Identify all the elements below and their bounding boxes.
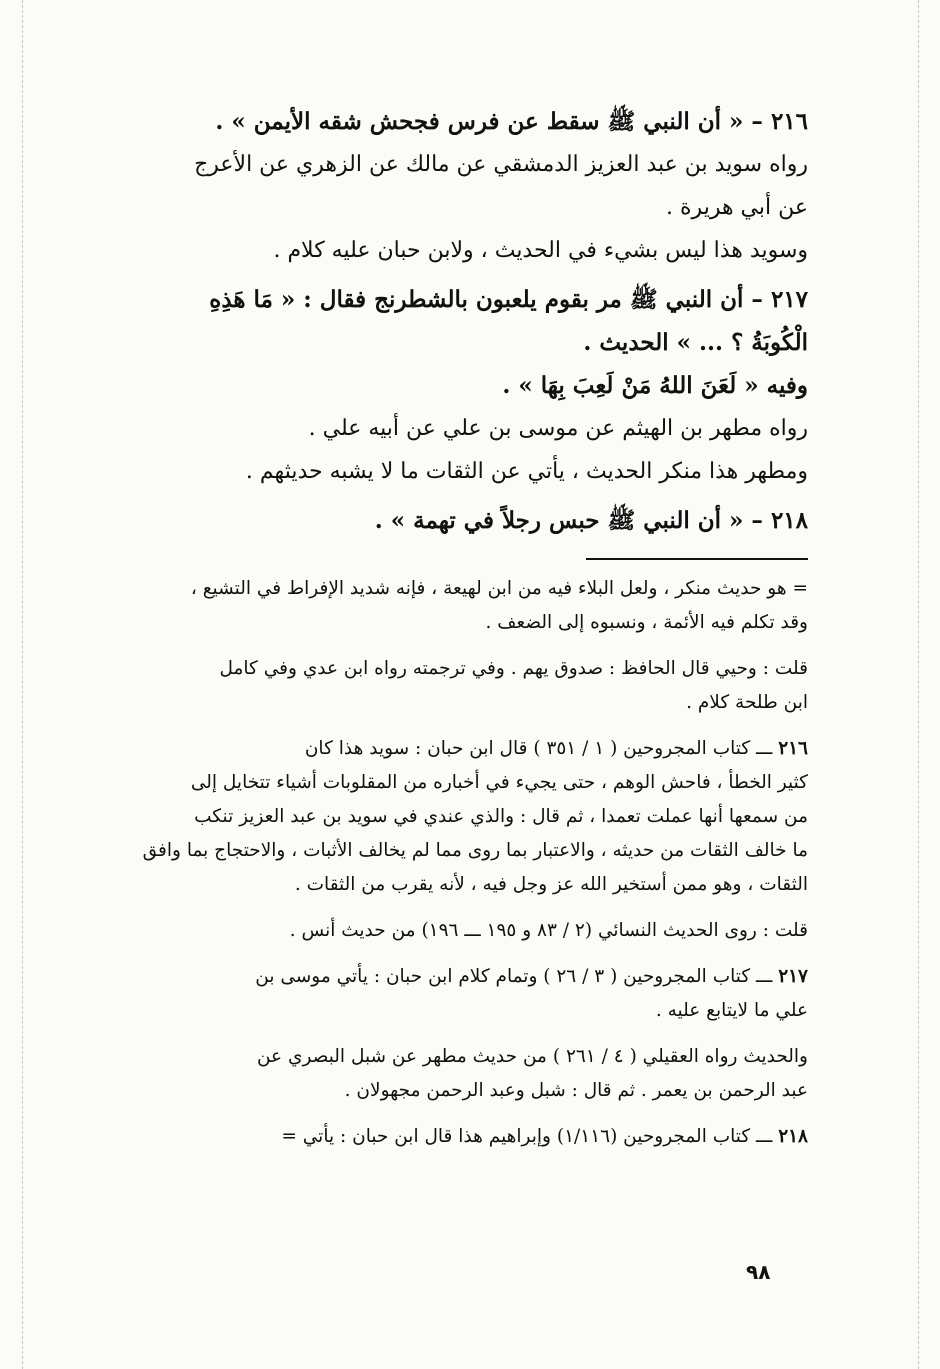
footnote-line: ـــ كتاب المجروحين (١/١١٦) وإبراهيم هذا قال ابن حبان : يأتي = [281, 1126, 773, 1147]
entry-216-line: عن أبي هريرة . [666, 195, 808, 220]
entry-216-line: رواه سويد بن عبد العزيز الدمشقي عن مالك عن الزهري عن الأعرج [194, 152, 808, 177]
scan-edge-left [22, 0, 23, 1369]
footnote-line: ـــ كتاب المجروحين ( ٣ / ٢٦ ) وتمام كلام ابن حبان : يأتي موسى بن [255, 966, 773, 987]
footnote-line: والحديث رواه العقيلي ( ٤ / ٢٦١ ) من حديث مطهر عن شبل البصري عن [256, 1046, 808, 1067]
footnotes [118, 572, 808, 1154]
entry-217-heading-cont: الْكُوبَةُ ؟ ... » الحديث . [583, 329, 808, 356]
main-text [118, 100, 808, 542]
footnote-line: قلت : وحيي قال الحافظ : صدوق يهم . وفي ترجمته رواه ابن عدي وفي كامل [219, 658, 808, 679]
footnote-line: ما خالف الثقات من حديثه ، والاعتبار بما روى مما لم يخالف الأثبات ، والاحتجاج بما وافق [142, 840, 808, 861]
footnote-line: علي ما لايتابع عليه . [655, 1000, 808, 1021]
footnote-line: من سمعها أنها عملت تعمدا ، ثم قال : والذي عندي في سويد بن عبد العزيز تنكب [194, 806, 808, 827]
entry-216-heading: ٢١٦ – « أن النبي ﷺ سقط عن فرس فجحش شقه الأيمن » . [215, 108, 808, 135]
footnote-216 [118, 732, 808, 766]
book-page [118, 100, 808, 1154]
footnote-line: كثير الخطأ ، فاحش الوهم ، حتى يجيء في أخباره من المقلوبات أشياء تتخايل إلى [190, 772, 808, 793]
scan-edge-right [918, 0, 919, 1369]
footnote-218 [118, 1120, 808, 1154]
footnote-number: ٢١٧ [778, 966, 808, 987]
footnote-line: الثقات ، وهو ممن أستخير الله عز وجل فيه ، لأنه يقرب من الثقات . [294, 874, 808, 895]
footnote-line: قلت : روى الحديث النسائي (٢ / ٨٣ و ١٩٥ ـــ ١٩٦) من حديث أنس . [289, 920, 808, 941]
footnote-217 [118, 960, 808, 994]
footnote-line: ابن طلحة كلام . [686, 692, 808, 713]
page-number: ٩٨ [746, 1260, 771, 1284]
footnote-line: عبد الرحمن بن يعمر . ثم قال : شبل وعبد الرحمن مجهولان . [344, 1080, 808, 1101]
footnote-number: ٢١٨ [778, 1126, 808, 1147]
footnote-divider [586, 558, 808, 560]
footnote-line: = هو حديث منكر ، ولعل البلاء فيه من ابن لهيعة ، فإنه شديد الإفراط في التشيع ، [190, 578, 808, 599]
entry-217-line: ومطهر هذا منكر الحديث ، يأتي عن الثقات ما لا يشبه حديثهم . [245, 459, 808, 484]
footnote-number: ٢١٦ [778, 738, 808, 759]
footnote-line: وقد تكلم فيه الأئمة ، ونسبوه إلى الضعف . [485, 612, 808, 633]
entry-217-line: رواه مطهر بن الهيثم عن موسى بن علي عن أبيه علي . [308, 416, 808, 441]
entry-217-line: وفيه « لَعَنَ اللهُ مَنْ لَعِبَ بِهَا » . [502, 372, 808, 399]
footnote-line: ـــ كتاب المجروحين ( ١ / ٣٥١ ) قال ابن حبان : سويد هذا كان [304, 738, 773, 759]
entry-217-heading: ٢١٧ – أن النبي ﷺ مر بقوم يلعبون بالشطرنج فقال : « مَا هَذِهِ [209, 286, 808, 313]
entry-216-line: وسويد هذا ليس بشيء في الحديث ، ولابن حبان عليه كلام . [273, 238, 808, 263]
entry-218-heading: ٢١٨ – « أن النبي ﷺ حبس رجلاً في تهمة » . [374, 507, 808, 534]
